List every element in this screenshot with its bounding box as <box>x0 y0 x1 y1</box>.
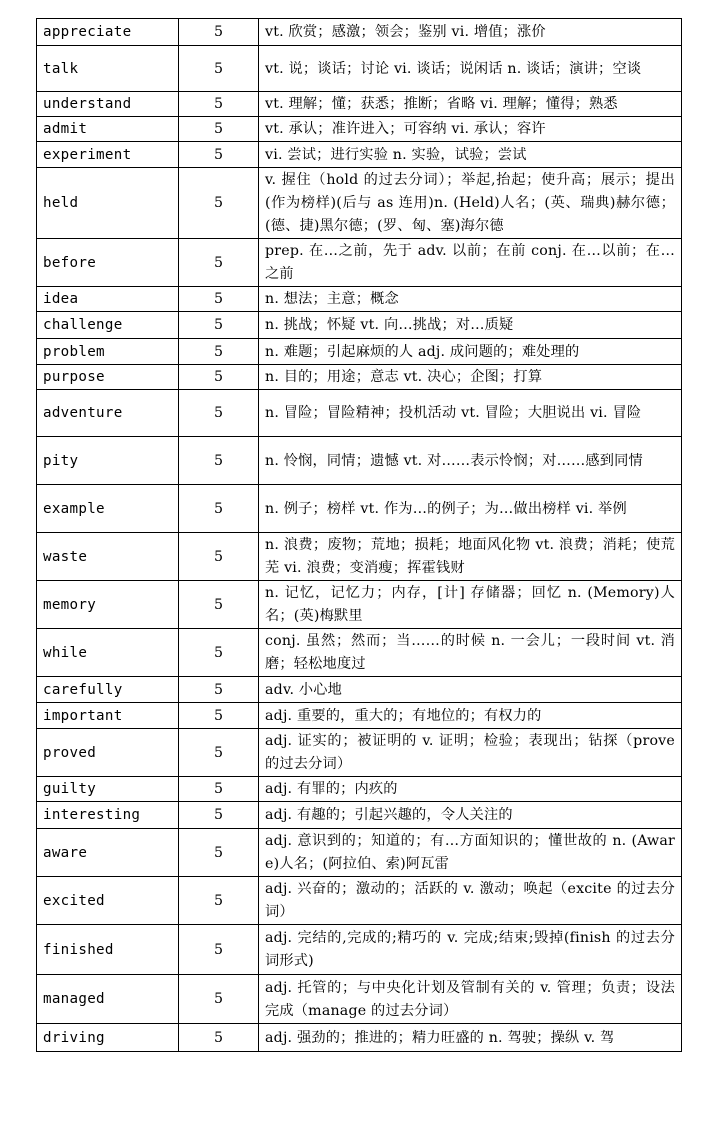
table-row <box>37 802 682 829</box>
frequency-cell: 5 <box>179 777 259 802</box>
word-cell: managed <box>37 975 179 1024</box>
frequency-cell: 5 <box>179 339 259 365</box>
frequency-cell: 5 <box>179 312 259 339</box>
frequency-cell: 5 <box>179 287 259 312</box>
definition-cell: adj. 强劲的；推进的；精力旺盛的 n. 驾驶；操纵 v. 驾 <box>259 1024 682 1052</box>
definition-cell: n. 记忆，记忆力；内存，[计] 存储器；回忆 n. (Memory)人名；(英)梅默里 <box>259 581 682 629</box>
table-row <box>37 92 682 117</box>
table-row <box>37 829 682 877</box>
vocabulary-table <box>36 18 682 1052</box>
table-row <box>37 287 682 312</box>
definition-cell: n. 例子；榜样 vt. 作为…的例子；为…做出榜样 vi. 举例 <box>259 485 682 533</box>
frequency-cell: 5 <box>179 1024 259 1052</box>
definition-cell: adj. 有罪的；内疚的 <box>259 777 682 802</box>
frequency-cell: 5 <box>179 703 259 729</box>
table-row <box>37 19 682 46</box>
table-row <box>37 168 682 239</box>
table-row <box>37 365 682 390</box>
word-cell: understand <box>37 92 179 117</box>
definition-cell: adv. 小心地 <box>259 677 682 703</box>
table-row <box>37 485 682 533</box>
frequency-cell: 5 <box>179 581 259 629</box>
word-cell: admit <box>37 117 179 142</box>
definition-cell: vi. 尝试；进行实验 n. 实验，试验；尝试 <box>259 142 682 168</box>
definition-cell: adj. 重要的，重大的；有地位的；有权力的 <box>259 703 682 729</box>
word-cell: carefully <box>37 677 179 703</box>
frequency-cell: 5 <box>179 142 259 168</box>
table-row <box>37 390 682 437</box>
frequency-cell: 5 <box>179 802 259 829</box>
word-cell: before <box>37 239 179 287</box>
definition-cell: adj. 意识到的；知道的；有…方面知识的；懂世故的 n. (Aware)人名；(阿拉伯、索)阿瓦雷 <box>259 829 682 877</box>
table-row <box>37 339 682 365</box>
word-cell: guilty <box>37 777 179 802</box>
table-row <box>37 46 682 92</box>
table-row <box>37 239 682 287</box>
table-row <box>37 533 682 581</box>
definition-cell: n. 目的；用途；意志 vt. 决心；企图；打算 <box>259 365 682 390</box>
table-row <box>37 142 682 168</box>
table-row <box>37 629 682 677</box>
definition-cell: vt. 承认；准许进入；可容纳 vi. 承认；容许 <box>259 117 682 142</box>
frequency-cell: 5 <box>179 925 259 975</box>
definition-cell: adj. 证实的；被证明的 v. 证明；检验；表现出；钻探（prove 的过去分词） <box>259 729 682 777</box>
definition-cell: n. 难题；引起麻烦的人 adj. 成问题的；难处理的 <box>259 339 682 365</box>
definition-cell: adj. 有趣的；引起兴趣的，令人关注的 <box>259 802 682 829</box>
table-row <box>37 777 682 802</box>
word-cell: problem <box>37 339 179 365</box>
table-row <box>37 975 682 1024</box>
frequency-cell: 5 <box>179 629 259 677</box>
frequency-cell: 5 <box>179 46 259 92</box>
table-row <box>37 703 682 729</box>
frequency-cell: 5 <box>179 975 259 1024</box>
definition-cell: n. 怜悯，同情；遗憾 vt. 对……表示怜悯；对……感到同情 <box>259 437 682 485</box>
frequency-cell: 5 <box>179 19 259 46</box>
word-cell: challenge <box>37 312 179 339</box>
definition-cell: vt. 欣赏；感激；领会；鉴别 vi. 增值；涨价 <box>259 19 682 46</box>
word-cell: waste <box>37 533 179 581</box>
frequency-cell: 5 <box>179 390 259 437</box>
table-row <box>37 925 682 975</box>
definition-cell: n. 浪费；废物；荒地；损耗；地面风化物 vt. 浪费；消耗；使荒芜 vi. 浪费；变消瘦；挥霍钱财 <box>259 533 682 581</box>
table-row <box>37 729 682 777</box>
definition-cell: adj. 兴奋的；激动的；活跃的 v. 激动；唤起（excite 的过去分词） <box>259 877 682 925</box>
frequency-cell: 5 <box>179 677 259 703</box>
word-cell: adventure <box>37 390 179 437</box>
word-cell: aware <box>37 829 179 877</box>
definition-cell: v. 握住（hold 的过去分词）；举起,抬起；使升高；展示；提出(作为榜样)(后与 as 连用)n. (Held)人名；(英、瑞典)赫尔德；(德、捷)黑尔德；(罗、匈、塞)海尔德 <box>259 168 682 239</box>
frequency-cell: 5 <box>179 92 259 117</box>
word-cell: held <box>37 168 179 239</box>
table-row <box>37 581 682 629</box>
definition-cell: n. 想法；主意；概念 <box>259 287 682 312</box>
definition-cell: vt. 说；谈话；讨论 vi. 谈话；说闲话 n. 谈话；演讲；空谈 <box>259 46 682 92</box>
definition-cell: prep. 在…之前，先于 adv. 以前；在前 conj. 在…以前；在…之前 <box>259 239 682 287</box>
word-cell: interesting <box>37 802 179 829</box>
frequency-cell: 5 <box>179 239 259 287</box>
definition-cell: n. 挑战；怀疑 vt. 向…挑战；对…质疑 <box>259 312 682 339</box>
word-cell: pity <box>37 437 179 485</box>
word-cell: important <box>37 703 179 729</box>
vocabulary-table-body <box>37 19 682 1052</box>
definition-cell: vt. 理解；懂；获悉；推断；省略 vi. 理解；懂得；熟悉 <box>259 92 682 117</box>
definition-cell: n. 冒险；冒险精神；投机活动 vt. 冒险；大胆说出 vi. 冒险 <box>259 390 682 437</box>
table-row <box>37 117 682 142</box>
frequency-cell: 5 <box>179 877 259 925</box>
frequency-cell: 5 <box>179 485 259 533</box>
word-cell: talk <box>37 46 179 92</box>
frequency-cell: 5 <box>179 365 259 390</box>
word-cell: example <box>37 485 179 533</box>
word-cell: memory <box>37 581 179 629</box>
table-row <box>37 1024 682 1052</box>
word-cell: appreciate <box>37 19 179 46</box>
frequency-cell: 5 <box>179 533 259 581</box>
frequency-cell: 5 <box>179 168 259 239</box>
definition-cell: conj. 虽然；然而；当……的时候 n. 一会儿；一段时间 vt. 消磨；轻松地度过 <box>259 629 682 677</box>
word-cell: purpose <box>37 365 179 390</box>
word-cell: excited <box>37 877 179 925</box>
frequency-cell: 5 <box>179 437 259 485</box>
table-row <box>37 437 682 485</box>
word-cell: finished <box>37 925 179 975</box>
word-cell: while <box>37 629 179 677</box>
table-row <box>37 312 682 339</box>
word-cell: idea <box>37 287 179 312</box>
word-cell: proved <box>37 729 179 777</box>
frequency-cell: 5 <box>179 829 259 877</box>
word-cell: driving <box>37 1024 179 1052</box>
table-row <box>37 677 682 703</box>
frequency-cell: 5 <box>179 117 259 142</box>
definition-cell: adj. 完结的,完成的;精巧的 v. 完成;结束;毁掉(finish 的过去分词形式) <box>259 925 682 975</box>
frequency-cell: 5 <box>179 729 259 777</box>
definition-cell: adj. 托管的；与中央化计划及管制有关的 v. 管理；负责；设法完成（manage 的过去分词） <box>259 975 682 1024</box>
word-cell: experiment <box>37 142 179 168</box>
table-row <box>37 877 682 925</box>
